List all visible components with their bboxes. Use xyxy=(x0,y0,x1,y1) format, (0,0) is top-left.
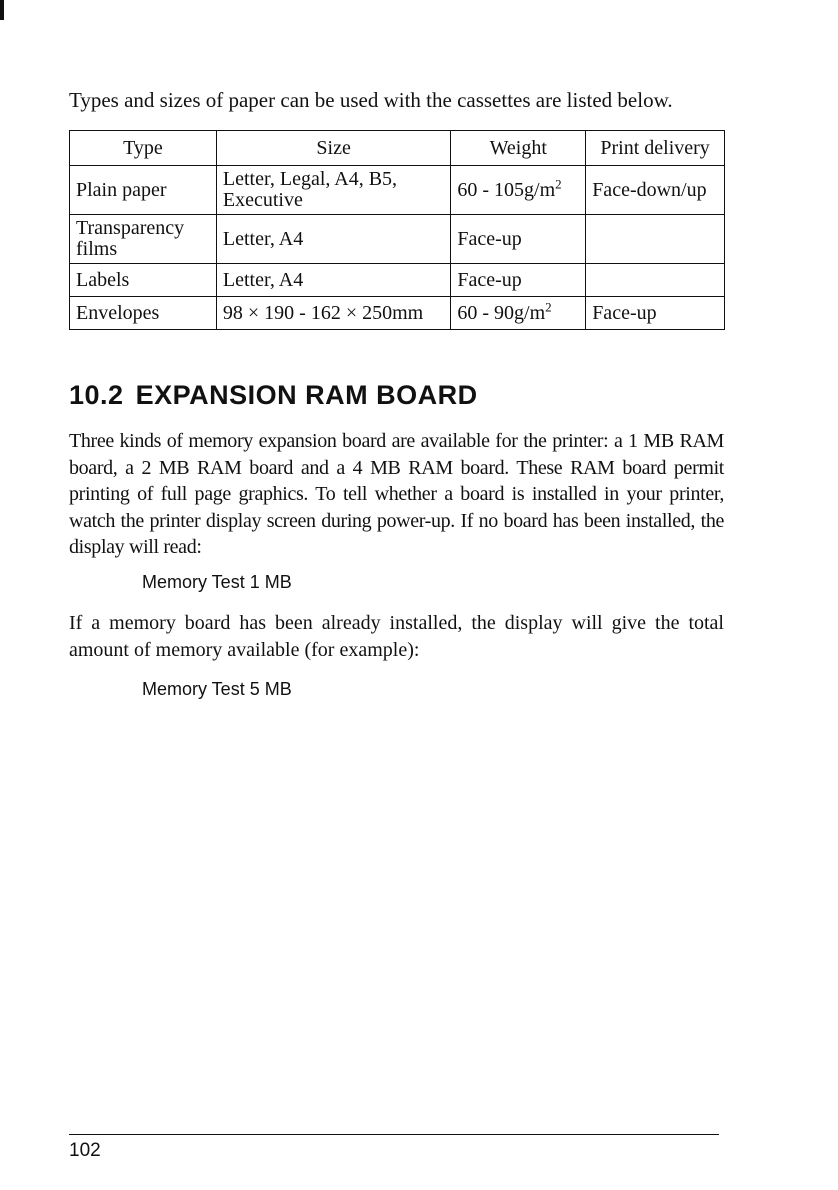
display-message: Memory Test 1 MB xyxy=(142,572,292,592)
weight-value: 60 - 90g/m xyxy=(457,301,546,324)
cell-type xyxy=(70,215,217,264)
cell-size: Letter, A4 xyxy=(216,264,450,297)
cell-size: Letter, A4 xyxy=(216,215,450,264)
cell-type-line: films xyxy=(76,238,118,260)
header-type: Type xyxy=(70,131,217,166)
cell-delivery xyxy=(586,215,725,264)
table-row xyxy=(70,215,725,264)
cell-delivery: Face-up xyxy=(586,297,725,330)
display-message: Memory Test 5 MB xyxy=(142,679,292,699)
cell-weight xyxy=(451,166,586,215)
cell-type: Envelopes xyxy=(70,297,217,330)
intro-text: Types and sizes of paper can be used with the cassettes are listed below. xyxy=(69,88,673,112)
scan-edge-mark xyxy=(0,0,4,20)
table-row xyxy=(70,297,725,330)
paper-types-table xyxy=(69,130,725,330)
cell-delivery xyxy=(586,264,725,297)
weight-exponent: 2 xyxy=(555,175,562,191)
cell-weight: Face-up xyxy=(451,215,586,264)
cell-type: Plain paper xyxy=(70,166,217,215)
weight-exponent: 2 xyxy=(545,298,552,314)
body-paragraph: If a memory board has been already installed, the display will give the total amount of memory available (for example): xyxy=(69,612,724,661)
header-weight: Weight xyxy=(451,131,586,166)
cell-type: Labels xyxy=(70,264,217,297)
cell-type-line: Transparency xyxy=(76,217,185,239)
cell-size-line: Letter, Legal, A4, B5, xyxy=(222,168,398,190)
cell-size: 98 × 190 - 162 × 250mm xyxy=(216,297,450,330)
page-number: 102 xyxy=(69,1140,101,1161)
body-paragraph: Three kinds of memory expansion board are available for the printer: a 1 MB RAM board, a 2 MB RAM board and a 4 MB RAM board. These RAM board permit printing of full page graphics. To tell whether a board is installed in your printer, watch the printer display screen during power-up. If no board has been installed, the display will read: xyxy=(69,430,724,558)
table-row xyxy=(70,166,725,215)
header-print-delivery: Print delivery xyxy=(586,131,725,166)
section-title: EXPANSION RAM BOARD xyxy=(135,380,478,410)
table-header-row xyxy=(70,131,725,166)
footer-divider xyxy=(69,1134,719,1135)
section-heading xyxy=(69,380,478,411)
cell-weight xyxy=(451,297,586,330)
cell-delivery: Face-down/up xyxy=(586,166,725,215)
cell-size xyxy=(216,166,450,215)
cell-weight: Face-up xyxy=(451,264,586,297)
table-row xyxy=(70,264,725,297)
section-number: 10.2 xyxy=(69,380,124,410)
header-size: Size xyxy=(216,131,450,166)
cell-size-line: Executive xyxy=(222,189,303,211)
weight-value: 60 - 105g/m xyxy=(457,178,556,201)
